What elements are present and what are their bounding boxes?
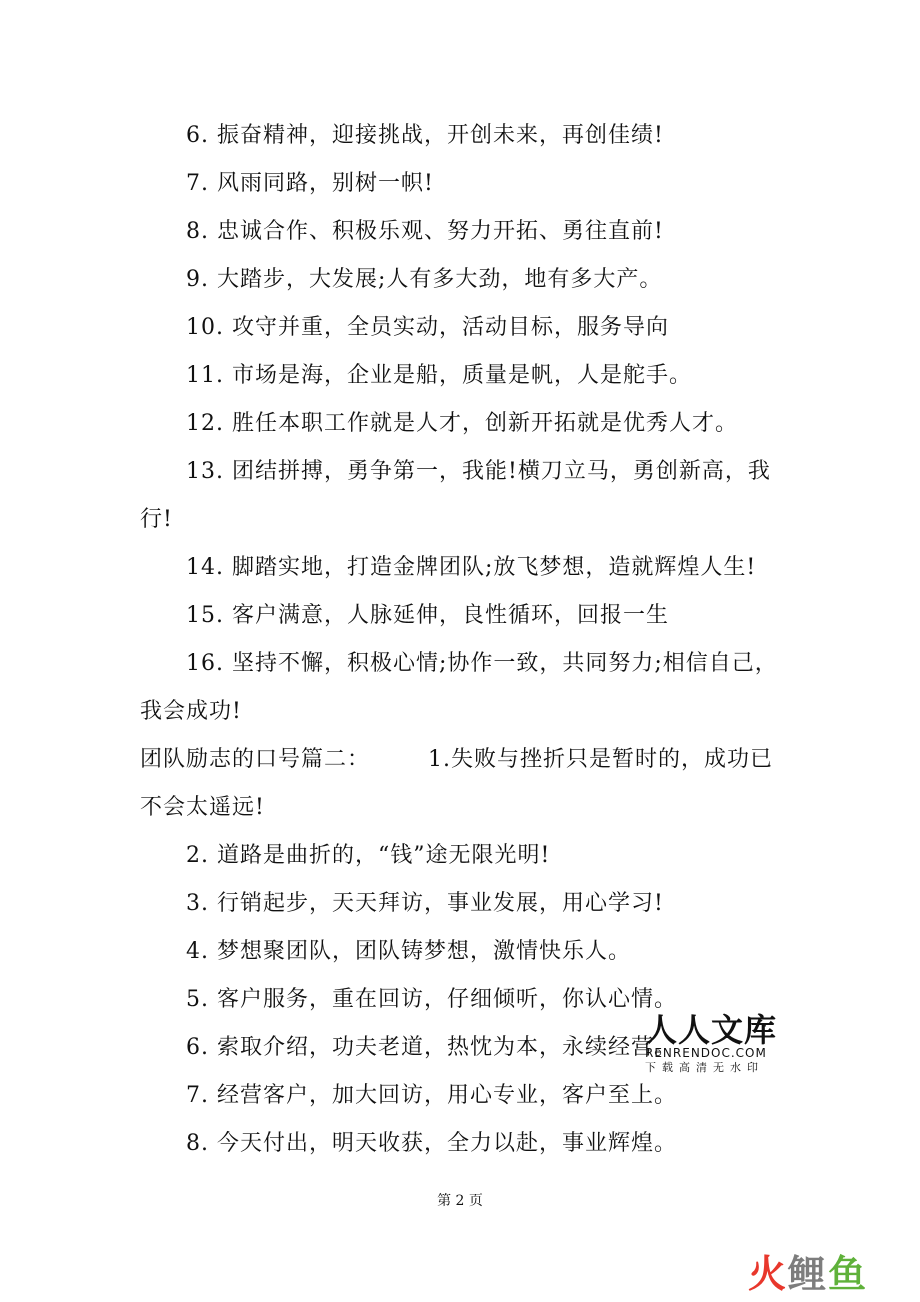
slogan-line: 4. 梦想聚团队，团队铸梦想，激情快乐人。 xyxy=(186,939,631,964)
logo-char-fish: 鱼 xyxy=(828,1252,869,1296)
slogan-line: 8. 忠诚合作、积极乐观、努力开拓、勇往直前! xyxy=(186,219,664,244)
section-heading: 团队励志的口号篇二： xyxy=(140,747,371,772)
watermark-subtitle: 下载高清无水印 xyxy=(645,1061,764,1074)
slogan-line: 7. 经营客户，加大回访，用心专业，客户至上。 xyxy=(186,1083,677,1108)
slogan-line: 2. 道路是曲折的，“钱”途无限光明! xyxy=(186,843,551,868)
slogan-line: 9. 大踏步，大发展;人有多大劲，地有多大产。 xyxy=(186,267,663,292)
watermark-url: RENRENDOC.COM xyxy=(645,1046,767,1060)
slogan-line: 3. 行销起步，天天拜访，事业发展，用心学习! xyxy=(186,891,664,916)
slogan-line: 7. 风雨同路，别树一帜! xyxy=(186,171,434,196)
page-number: 第 2 页 xyxy=(437,1193,483,1209)
slogan-line: 13. 团结拼搏，勇争第一，我能!横刀立马，勇创新高，我 xyxy=(186,459,771,484)
slogan-line: 6. 振奋精神，迎接挑战，开创未来，再创佳绩! xyxy=(186,123,664,148)
slogan-line: 10. 攻守并重，全员实动，活动目标，服务导向 xyxy=(186,315,669,340)
slogan-line: 11. 市场是海，企业是船，质量是帆，人是舵手。 xyxy=(186,363,692,388)
slogan-line-continuation: 不会太遥远! xyxy=(140,795,265,820)
slogan-line: 14. 脚踏实地，打造金牌团队;放飞梦想，造就辉煌人生! xyxy=(186,555,757,580)
watermark-title: 人人文库 xyxy=(645,1011,778,1049)
slogan-line-continuation: 我会成功! xyxy=(140,699,242,724)
slogan-line: 12. 胜任本职工作就是人才，创新开拓就是优秀人才。 xyxy=(186,411,738,436)
renrendoc-watermark xyxy=(645,1012,785,1075)
slogan-line: 8. 今天付出，明天收获，全力以赴，事业辉煌。 xyxy=(186,1131,677,1156)
slogan-line: 16. 坚持不懈，积极心情;协作一致，共同努力;相信自己， xyxy=(186,651,778,676)
logo-char-fire: 火 xyxy=(748,1252,789,1296)
slogan-line: 5. 客户服务，重在回访，仔细倾听，你认心情。 xyxy=(186,987,677,1012)
slogan-line: 6. 索取介绍，功夫老道，热忱为本，永续经营。 xyxy=(186,1035,677,1060)
section-first-item: 1.失败与挫折只是暂时的，成功已 xyxy=(428,747,774,772)
section-heading-line xyxy=(140,745,790,775)
slogan-line-continuation: 行! xyxy=(140,507,173,532)
logo-char-carp: 鲤 xyxy=(788,1252,829,1296)
corner-logo xyxy=(748,1252,908,1296)
slogan-line: 15. 客户满意，人脉延伸，良性循环，回报一生 xyxy=(186,603,669,628)
